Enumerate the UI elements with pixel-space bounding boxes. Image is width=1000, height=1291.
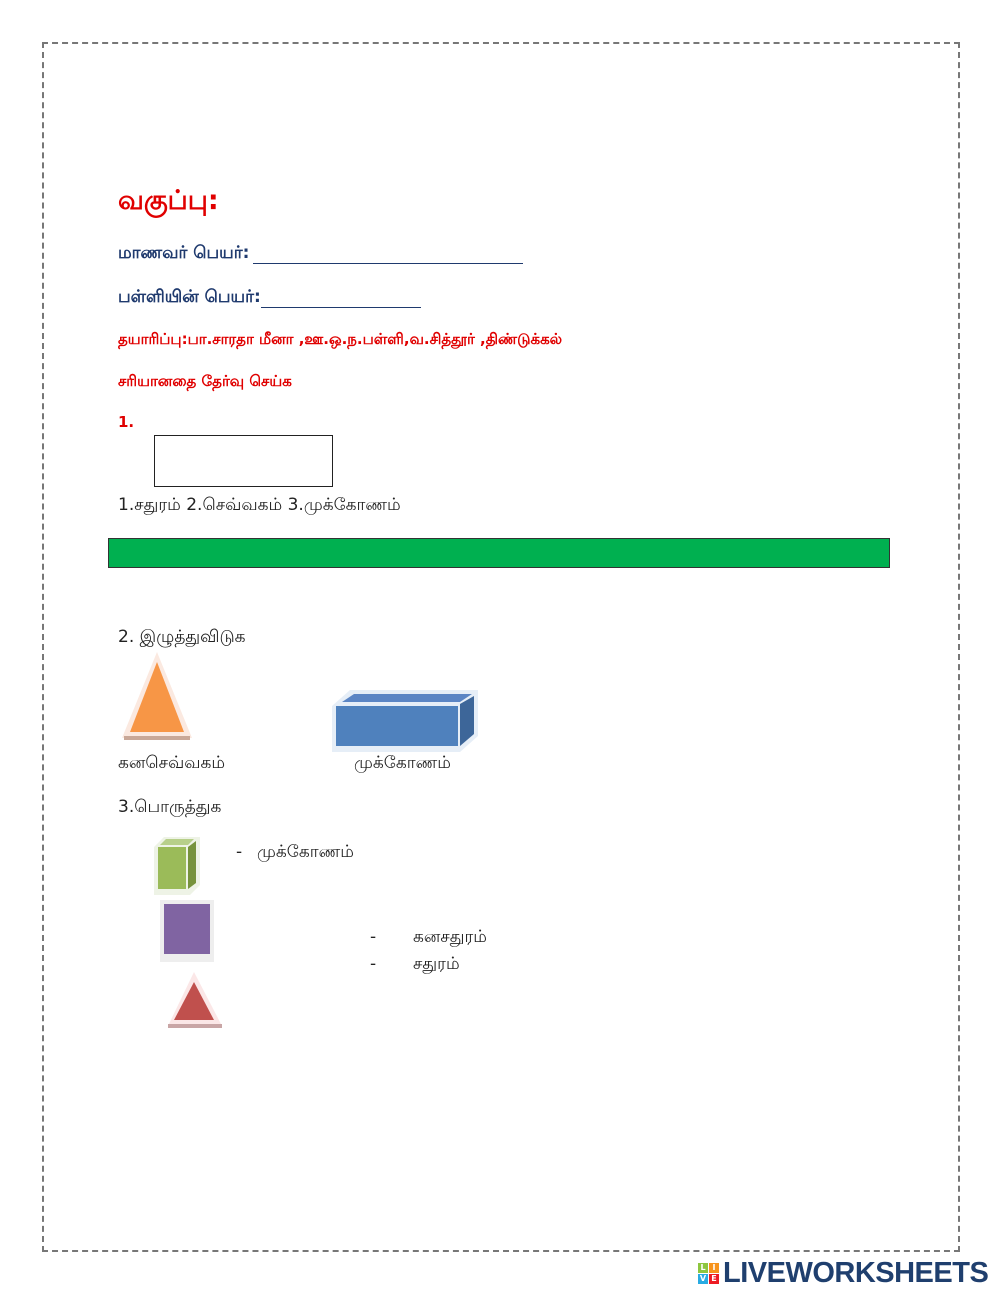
logo-letter: I — [709, 1263, 719, 1273]
school-name-text: பள்ளியின் பெயர்: — [118, 287, 261, 307]
question-2-title: 2. இழுத்துவிடுக — [118, 627, 246, 647]
student-name-line — [253, 243, 523, 264]
logo-text: LIVEWORKSHEETS — [723, 1257, 989, 1289]
question-1-options: 1.சதுரம் 2.செவ்வகம் 3.முக்கோணம் — [118, 495, 401, 515]
logo-letter: V — [699, 1274, 707, 1283]
rectangle-shape — [154, 435, 333, 487]
instruction: சரியானதை தேர்வு செய்க — [118, 372, 292, 390]
match-item-3: சதுரம் — [413, 954, 460, 974]
red-triangle-shape — [166, 970, 224, 1030]
school-name-line — [261, 287, 421, 308]
answer-dropdown[interactable] — [108, 538, 890, 568]
green-cube-shape — [152, 835, 202, 897]
question-1-number: 1. — [118, 413, 135, 431]
class-label: வகுப்பு: — [118, 185, 219, 216]
match-item-1: முக்கோணம் — [257, 842, 354, 862]
question-3-title: 3.பொருத்துக — [118, 797, 222, 817]
drop-label-right: முக்கோணம் — [354, 753, 451, 773]
match-item-2: கனசதுரம் — [413, 927, 487, 947]
match-dash-3: - — [370, 954, 377, 974]
match-dash-2: - — [370, 927, 377, 947]
prepared-by: தயாரிப்பு:பா.சாரதா மீனா ,ஊ.ஒ.ந.பள்ளி,வ.சித்தூர் ,திண்டுக்கல் — [118, 330, 563, 348]
drop-label-left: கனசெவ்வகம் — [118, 753, 226, 773]
student-name-label — [118, 243, 523, 265]
student-name-text: மாணவர் பெயர்: — [118, 243, 250, 263]
logo-letter: E — [709, 1274, 719, 1284]
logo-letter: L — [698, 1263, 708, 1273]
liveworksheets-logo — [698, 1257, 988, 1290]
match-dash-1: - — [236, 842, 243, 862]
purple-square-shape — [158, 898, 216, 964]
logo-icon — [698, 1263, 719, 1284]
school-name-label — [118, 287, 421, 309]
blue-cuboid-drag[interactable] — [328, 688, 483, 754]
orange-triangle-drag[interactable] — [120, 650, 195, 742]
